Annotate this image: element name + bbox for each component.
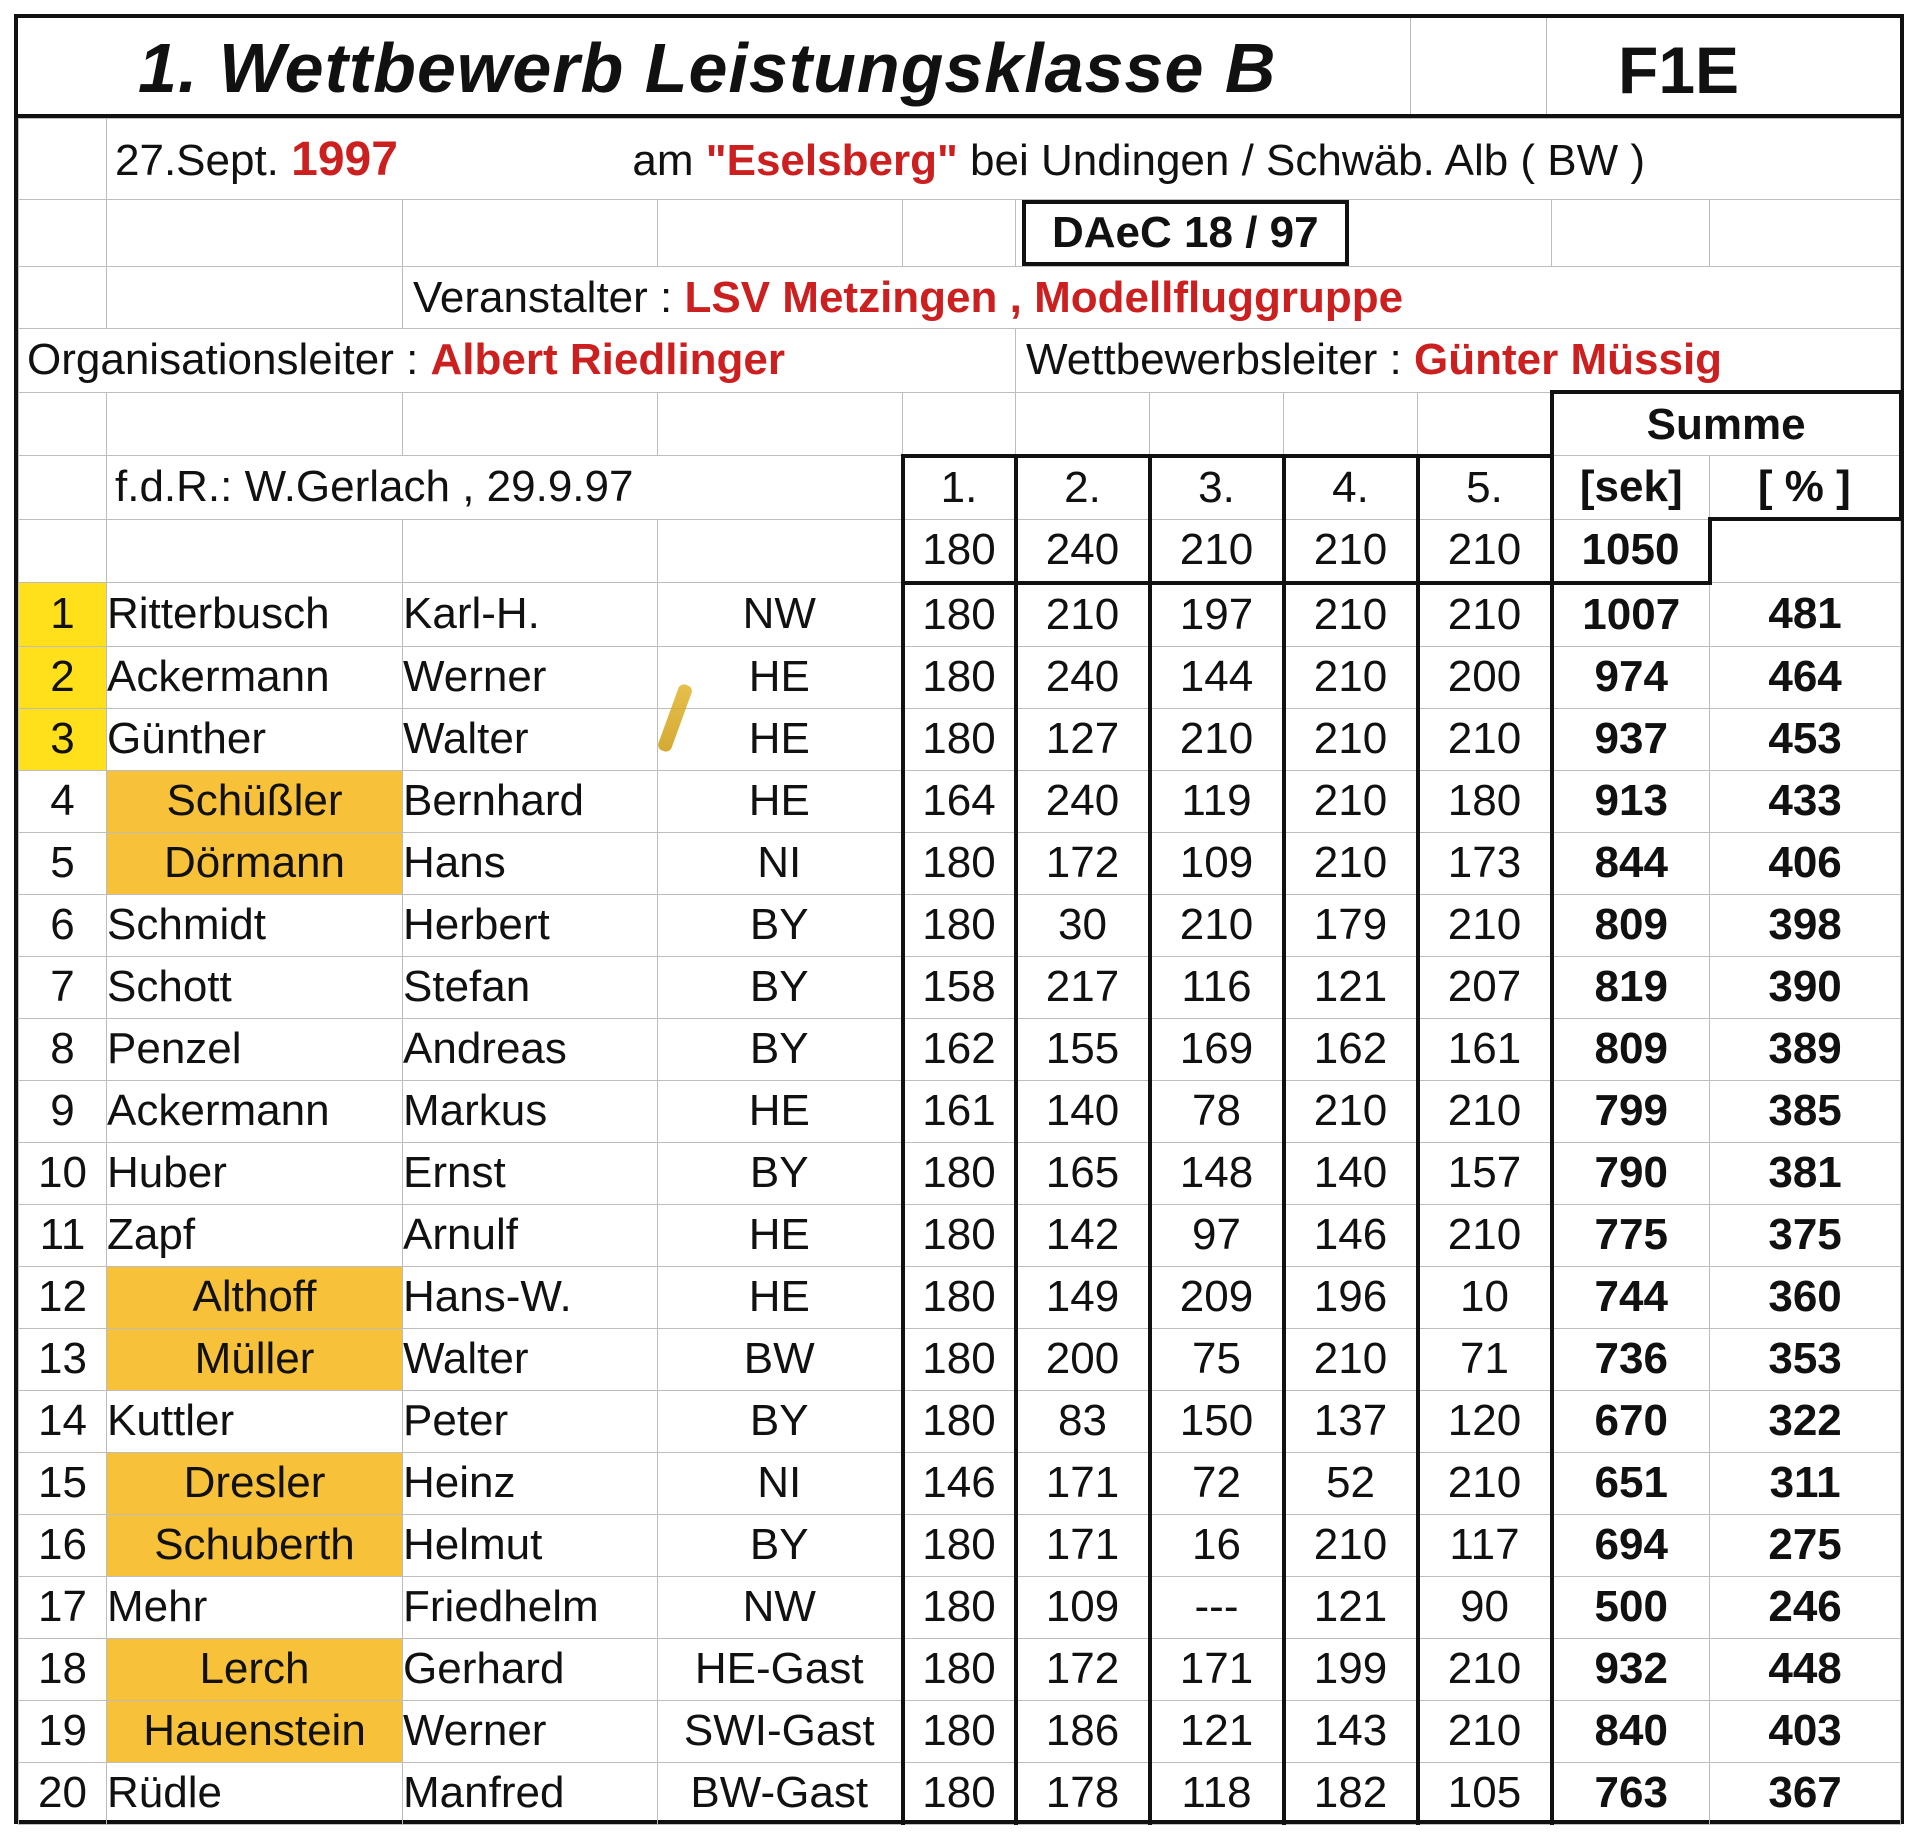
state-cell: SWI-Gast: [658, 1700, 903, 1762]
round-score-cell: 143: [1284, 1700, 1418, 1762]
round-score-cell: 200: [1016, 1328, 1150, 1390]
round-score-cell: 180: [903, 1576, 1016, 1638]
rank-cell: 13: [19, 1328, 107, 1390]
pct-header: [ % ]: [1710, 456, 1901, 520]
percent-cell: 275: [1710, 1514, 1901, 1576]
round-score-cell: 210: [1284, 832, 1418, 894]
firstname-cell: Ernst: [403, 1142, 658, 1204]
round-score-cell: 16: [1150, 1514, 1284, 1576]
round-score-cell: 148: [1150, 1142, 1284, 1204]
round-score-cell: 180: [903, 1390, 1016, 1452]
round-score-cell: 180: [903, 708, 1016, 770]
sum-cell: 913: [1552, 770, 1710, 832]
round-score-cell: 196: [1284, 1266, 1418, 1328]
round-score-cell: 150: [1150, 1390, 1284, 1452]
firstname-cell: Gerhard: [403, 1638, 658, 1700]
round-score-cell: 210: [1418, 583, 1552, 647]
round-score-cell: 210: [1284, 583, 1418, 647]
round-header: 5.: [1418, 456, 1552, 520]
sum-cell: 937: [1552, 708, 1710, 770]
table-row: [19, 708, 1901, 770]
round-score-cell: 199: [1284, 1638, 1418, 1700]
surname-cell: Müller: [107, 1328, 403, 1390]
round-score-cell: 127: [1016, 708, 1150, 770]
rank-cell: 1: [19, 583, 107, 647]
round-score-cell: 182: [1284, 1762, 1418, 1824]
table-row: [19, 1452, 1901, 1514]
sum-cell: 819: [1552, 956, 1710, 1018]
firstname-cell: Walter: [403, 1328, 658, 1390]
surname-cell: Zapf: [107, 1204, 403, 1266]
table-row: [19, 1700, 1901, 1762]
percent-cell: 403: [1710, 1700, 1901, 1762]
daec-number: DAeC 18 / 97: [1022, 200, 1349, 266]
surname-cell: Lerch: [107, 1638, 403, 1700]
percent-cell: 453: [1710, 708, 1901, 770]
rank-cell: 20: [19, 1762, 107, 1824]
round-score-cell: 180: [903, 1204, 1016, 1266]
round-score-cell: 137: [1284, 1390, 1418, 1452]
sum-cell: 775: [1552, 1204, 1710, 1266]
round-score-cell: 180: [903, 1266, 1016, 1328]
percent-cell: 481: [1710, 583, 1901, 647]
firstname-cell: Hans: [403, 832, 658, 894]
sum-cell: 932: [1552, 1638, 1710, 1700]
firstname-cell: Bernhard: [403, 770, 658, 832]
round-score-cell: 157: [1418, 1142, 1552, 1204]
table-row: [19, 646, 1901, 708]
sum-cell: 694: [1552, 1514, 1710, 1576]
round-score-cell: 117: [1418, 1514, 1552, 1576]
round-score-cell: 121: [1150, 1700, 1284, 1762]
round-score-cell: 165: [1016, 1142, 1150, 1204]
rank-cell: 8: [19, 1018, 107, 1080]
round-score-cell: 144: [1150, 646, 1284, 708]
round-score-cell: 240: [1016, 646, 1150, 708]
surname-cell: Mehr: [107, 1576, 403, 1638]
max-total: 1050: [1552, 519, 1710, 583]
round-score-cell: 171: [1016, 1452, 1150, 1514]
surname-cell: Ritterbusch: [107, 583, 403, 647]
percent-cell: 448: [1710, 1638, 1901, 1700]
rank-cell: 18: [19, 1638, 107, 1700]
round-score-cell: 210: [1418, 1638, 1552, 1700]
round-score-cell: ---: [1150, 1576, 1284, 1638]
surname-cell: Schüßler: [107, 770, 403, 832]
round-score-cell: 149: [1016, 1266, 1150, 1328]
table-row: [19, 583, 1901, 647]
surname-cell: Hauenstein: [107, 1700, 403, 1762]
round-score-cell: 158: [903, 956, 1016, 1018]
firstname-cell: Walter: [403, 708, 658, 770]
surname-cell: Schuberth: [107, 1514, 403, 1576]
round-score-cell: 71: [1418, 1328, 1552, 1390]
round-score-cell: 180: [903, 583, 1016, 647]
round-score-cell: 210: [1284, 1080, 1418, 1142]
firstname-cell: Heinz: [403, 1452, 658, 1514]
state-cell: NW: [658, 1576, 903, 1638]
surname-cell: Dörmann: [107, 832, 403, 894]
round-score-cell: 10: [1418, 1266, 1552, 1328]
rank-cell: 3: [19, 708, 107, 770]
rank-cell: 17: [19, 1576, 107, 1638]
round-score-cell: 118: [1150, 1762, 1284, 1824]
firstname-cell: Hans-W.: [403, 1266, 658, 1328]
location-suffix: bei Undingen / Schwäb. Alb ( BW ): [970, 135, 1646, 185]
round-score-cell: 140: [1284, 1142, 1418, 1204]
rank-cell: 9: [19, 1080, 107, 1142]
table-row: [19, 1328, 1901, 1390]
sum-cell: 763: [1552, 1762, 1710, 1824]
sum-cell: 809: [1552, 1018, 1710, 1080]
round-score-cell: 180: [903, 894, 1016, 956]
round-score-cell: 186: [1016, 1700, 1150, 1762]
percent-cell: 375: [1710, 1204, 1901, 1266]
rank-cell: 19: [19, 1700, 107, 1762]
sum-cell: 651: [1552, 1452, 1710, 1514]
round-score-cell: 169: [1150, 1018, 1284, 1080]
round-score-cell: 210: [1418, 1204, 1552, 1266]
round-header-row: [19, 456, 1901, 520]
title-row: [18, 18, 1900, 118]
table-row: [19, 1080, 1901, 1142]
sum-cell: 844: [1552, 832, 1710, 894]
firstname-cell: Karl-H.: [403, 583, 658, 647]
round-score-cell: 210: [1284, 646, 1418, 708]
surname-cell: Huber: [107, 1142, 403, 1204]
rank-cell: 15: [19, 1452, 107, 1514]
sum-cell: 744: [1552, 1266, 1710, 1328]
round-score-cell: 164: [903, 770, 1016, 832]
sum-cell: 809: [1552, 894, 1710, 956]
rank-cell: 10: [19, 1142, 107, 1204]
round-score-cell: 162: [1284, 1018, 1418, 1080]
round-max: 210: [1418, 519, 1552, 583]
round-score-cell: 109: [1016, 1576, 1150, 1638]
class-code: F1E: [1618, 33, 1740, 107]
round-score-cell: 121: [1284, 1576, 1418, 1638]
round-score-cell: 210: [1284, 1514, 1418, 1576]
surname-cell: Günther: [107, 708, 403, 770]
percent-cell: 389: [1710, 1018, 1901, 1080]
title-divider: [1410, 18, 1411, 114]
round-max: 210: [1150, 519, 1284, 583]
sum-header: Summe: [1552, 392, 1901, 456]
sum-cell: 799: [1552, 1080, 1710, 1142]
table-row: [19, 1142, 1901, 1204]
round-score-cell: 210: [1418, 1080, 1552, 1142]
round-score-cell: 119: [1150, 770, 1284, 832]
table-row: [19, 1762, 1901, 1824]
organizer-name: LSV Metzingen , Modellfluggruppe: [684, 272, 1404, 322]
page-title: 1. Wettbewerb Leistungsklasse B: [138, 29, 1277, 107]
table-row: [19, 832, 1901, 894]
state-cell: BY: [658, 1142, 903, 1204]
round-score-cell: 178: [1016, 1762, 1150, 1824]
firstname-cell: Markus: [403, 1080, 658, 1142]
round-score-cell: 180: [903, 1514, 1016, 1576]
percent-cell: 367: [1710, 1762, 1901, 1824]
round-score-cell: 142: [1016, 1204, 1150, 1266]
state-cell: HE: [658, 1204, 903, 1266]
state-cell: BY: [658, 956, 903, 1018]
round-score-cell: 83: [1016, 1390, 1150, 1452]
percent-cell: 433: [1710, 770, 1901, 832]
table-row: [19, 1204, 1901, 1266]
round-score-cell: 180: [903, 1700, 1016, 1762]
firstname-cell: Andreas: [403, 1018, 658, 1080]
round-score-cell: 240: [1016, 770, 1150, 832]
surname-cell: Dresler: [107, 1452, 403, 1514]
round-score-cell: 210: [1418, 708, 1552, 770]
percent-cell: 353: [1710, 1328, 1901, 1390]
round-header: 1.: [903, 456, 1016, 520]
rank-cell: 6: [19, 894, 107, 956]
state-cell: HE: [658, 646, 903, 708]
round-score-cell: 180: [903, 1328, 1016, 1390]
round-score-cell: 210: [1150, 894, 1284, 956]
state-cell: HE: [658, 770, 903, 832]
round-score-cell: 180: [903, 832, 1016, 894]
round-score-cell: 146: [903, 1452, 1016, 1514]
round-score-cell: 30: [1016, 894, 1150, 956]
round-score-cell: 171: [1150, 1638, 1284, 1700]
surname-cell: Rüdle: [107, 1762, 403, 1824]
round-score-cell: 180: [903, 1762, 1016, 1824]
rank-cell: 5: [19, 832, 107, 894]
round-score-cell: 209: [1150, 1266, 1284, 1328]
fdr-note: f.d.R.: W.Gerlach , 29.9.97: [107, 456, 903, 520]
round-score-cell: 105: [1418, 1762, 1552, 1824]
firstname-cell: Helmut: [403, 1514, 658, 1576]
round-score-cell: 180: [1418, 770, 1552, 832]
percent-cell: 390: [1710, 956, 1901, 1018]
table-row: [19, 1390, 1901, 1452]
year: 1997: [291, 132, 398, 186]
round-score-cell: 120: [1418, 1390, 1552, 1452]
org-lead-name: Albert Riedlinger: [430, 335, 786, 385]
organizer-label: Veranstalter :: [413, 272, 673, 322]
location-name: "Eselsberg": [705, 135, 958, 185]
round-score-cell: 180: [903, 1638, 1016, 1700]
round-score-cell: 180: [903, 1142, 1016, 1204]
percent-cell: 360: [1710, 1266, 1901, 1328]
surname-cell: Kuttler: [107, 1390, 403, 1452]
sek-header: [sek]: [1552, 456, 1710, 520]
surname-cell: Althoff: [107, 1266, 403, 1328]
table-row: [19, 1266, 1901, 1328]
round-score-cell: 180: [903, 646, 1016, 708]
round-score-cell: 197: [1150, 583, 1284, 647]
state-cell: BW: [658, 1328, 903, 1390]
title-divider: [1546, 18, 1547, 114]
surname-cell: Penzel: [107, 1018, 403, 1080]
state-cell: NI: [658, 1452, 903, 1514]
table-row: [19, 1514, 1901, 1576]
round-score-cell: 172: [1016, 832, 1150, 894]
round-score-cell: 207: [1418, 956, 1552, 1018]
rank-cell: 12: [19, 1266, 107, 1328]
firstname-cell: Stefan: [403, 956, 658, 1018]
round-score-cell: 140: [1016, 1080, 1150, 1142]
state-cell: BY: [658, 894, 903, 956]
round-header: 2.: [1016, 456, 1150, 520]
results-sheet: [14, 14, 1904, 1824]
org-lead-label: Organisationsleiter :: [27, 335, 419, 385]
round-max: 180: [903, 519, 1016, 583]
rank-cell: 7: [19, 956, 107, 1018]
date-prefix: 27.Sept.: [115, 135, 279, 185]
percent-cell: 398: [1710, 894, 1901, 956]
info-row-date: [19, 119, 1901, 200]
firstname-cell: Herbert: [403, 894, 658, 956]
state-cell: BY: [658, 1018, 903, 1080]
round-score-cell: 210: [1150, 708, 1284, 770]
sum-cell: 670: [1552, 1390, 1710, 1452]
firstname-cell: Manfred: [403, 1762, 658, 1824]
info-row-daec: [19, 200, 1901, 267]
rank-cell: 14: [19, 1390, 107, 1452]
state-cell: HE-Gast: [658, 1638, 903, 1700]
round-score-cell: 72: [1150, 1452, 1284, 1514]
state-cell: BY: [658, 1390, 903, 1452]
comp-lead-label: Wettbewerbsleiter :: [1026, 334, 1402, 384]
round-score-cell: 210: [1284, 1328, 1418, 1390]
round-score-cell: 109: [1150, 832, 1284, 894]
round-score-cell: 210: [1284, 770, 1418, 832]
sum-cell: 840: [1552, 1700, 1710, 1762]
round-score-cell: 210: [1284, 708, 1418, 770]
round-score-cell: 172: [1016, 1638, 1150, 1700]
round-score-cell: 52: [1284, 1452, 1418, 1514]
rank-cell: 4: [19, 770, 107, 832]
table-row: [19, 1576, 1901, 1638]
round-score-cell: 121: [1284, 956, 1418, 1018]
sum-cell: 790: [1552, 1142, 1710, 1204]
round-score-cell: 162: [903, 1018, 1016, 1080]
state-cell: HE: [658, 708, 903, 770]
table-row: [19, 894, 1901, 956]
rank-cell: 2: [19, 646, 107, 708]
round-score-cell: 210: [1418, 1452, 1552, 1514]
comp-lead-name: Günter Müssig: [1414, 334, 1723, 384]
round-score-cell: 200: [1418, 646, 1552, 708]
results-table: [18, 118, 1903, 1825]
sum-cell: 1007: [1552, 583, 1710, 647]
percent-cell: 246: [1710, 1576, 1901, 1638]
surname-cell: Schmidt: [107, 894, 403, 956]
round-score-cell: 210: [1418, 894, 1552, 956]
firstname-cell: Friedhelm: [403, 1576, 658, 1638]
state-cell: HE: [658, 1080, 903, 1142]
table-row: [19, 956, 1901, 1018]
location-prefix: am: [632, 135, 694, 185]
percent-cell: 385: [1710, 1080, 1901, 1142]
sum-header-row: [19, 392, 1901, 456]
state-cell: NI: [658, 832, 903, 894]
round-score-cell: 210: [1418, 1700, 1552, 1762]
percent-cell: 311: [1710, 1452, 1901, 1514]
state-cell: BY: [658, 1514, 903, 1576]
table-row: [19, 770, 1901, 832]
round-score-cell: 155: [1016, 1018, 1150, 1080]
percent-cell: 406: [1710, 832, 1901, 894]
info-row-leads: [19, 329, 1901, 393]
round-score-cell: 75: [1150, 1328, 1284, 1390]
round-score-cell: 78: [1150, 1080, 1284, 1142]
round-header: 3.: [1150, 456, 1284, 520]
percent-cell: 464: [1710, 646, 1901, 708]
sum-cell: 736: [1552, 1328, 1710, 1390]
info-row-organizer: [19, 267, 1901, 329]
surname-cell: Ackermann: [107, 1080, 403, 1142]
state-cell: HE: [658, 1266, 903, 1328]
round-max: 210: [1284, 519, 1418, 583]
round-score-cell: 97: [1150, 1204, 1284, 1266]
round-score-cell: 210: [1016, 583, 1150, 647]
percent-cell: 322: [1710, 1390, 1901, 1452]
round-score-cell: 171: [1016, 1514, 1150, 1576]
surname-cell: Ackermann: [107, 646, 403, 708]
round-score-cell: 146: [1284, 1204, 1418, 1266]
firstname-cell: Peter: [403, 1390, 658, 1452]
round-score-cell: 161: [1418, 1018, 1552, 1080]
percent-cell: 381: [1710, 1142, 1901, 1204]
rank-cell: 11: [19, 1204, 107, 1266]
round-score-cell: 90: [1418, 1576, 1552, 1638]
firstname-cell: Arnulf: [403, 1204, 658, 1266]
round-score-cell: 217: [1016, 956, 1150, 1018]
round-max: 240: [1016, 519, 1150, 583]
table-row: [19, 1638, 1901, 1700]
sum-cell: 974: [1552, 646, 1710, 708]
round-score-cell: 161: [903, 1080, 1016, 1142]
surname-cell: Schott: [107, 956, 403, 1018]
table-row: [19, 1018, 1901, 1080]
firstname-cell: Werner: [403, 1700, 658, 1762]
round-score-cell: 179: [1284, 894, 1418, 956]
firstname-cell: Werner: [403, 646, 658, 708]
round-score-cell: 116: [1150, 956, 1284, 1018]
state-cell: BW-Gast: [658, 1762, 903, 1824]
round-score-cell: 173: [1418, 832, 1552, 894]
state-cell: NW: [658, 583, 903, 647]
round-header: 4.: [1284, 456, 1418, 520]
sum-cell: 500: [1552, 1576, 1710, 1638]
max-row: [19, 519, 1901, 583]
rank-cell: 16: [19, 1514, 107, 1576]
